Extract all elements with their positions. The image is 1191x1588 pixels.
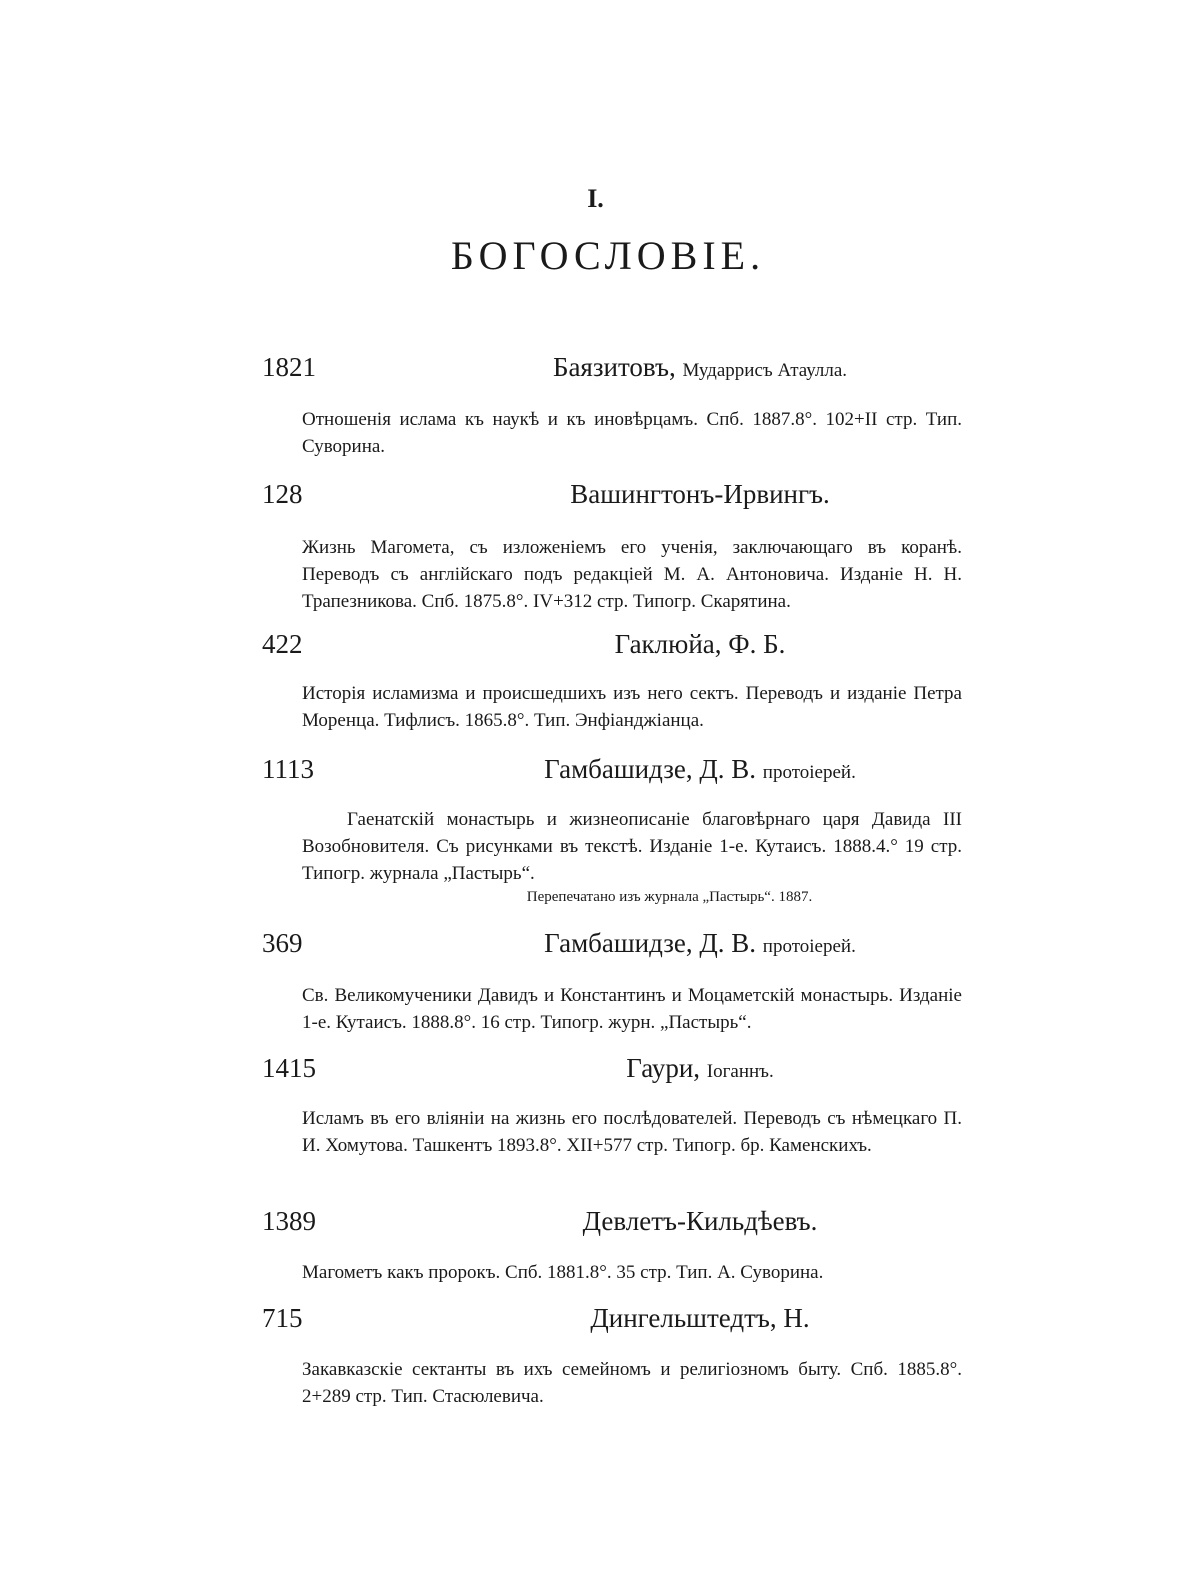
entry-number: 422: [262, 629, 303, 659]
entry-text-block: [302, 806, 962, 907]
author-name: Баязитовъ,: [552, 352, 676, 382]
entry-author: [300, 1303, 1100, 1333]
author-name: Гамбашидзе, Д. В.: [544, 928, 757, 958]
author-extra: протоіерей.: [762, 762, 856, 783]
entry-text: Магометъ какъ пророкъ. Спб. 1881.8°. 35 стр. Тип. А. Суворина.: [302, 1262, 824, 1283]
entry-text: Гаенатскій монастырь и жизнеописаніе благовѣрнаго царя Давида III Возобновителя. Съ рисунками въ текстѣ. Изданіе 1-е. Кутаисъ. 1888.4.° 19 стр. Типогр. журнала „Пастырь“.: [302, 809, 962, 884]
author-name: Гаури,: [626, 1053, 701, 1083]
entry-author: [300, 1053, 1100, 1087]
author-name: Гаклюйа, Ф. Б.: [614, 629, 786, 659]
section-number: I.: [587, 184, 604, 213]
entry-text: Жизнь Магомета, съ изложеніемъ его ученія, заключающаго въ коранѣ. Переводъ съ англійскаго подъ редакціей М. А. Антоновича. Изданіе Н. Н. Трапезникова. Спб. 1875.8°. IV+312 стр. Типогр. Скарятина.: [302, 537, 962, 612]
section-title: БОГОСЛОВІЕ.: [450, 233, 766, 278]
entry-number: 1113: [262, 754, 314, 784]
entry-number: 128: [262, 479, 303, 509]
entry-text: Исламъ въ его вліяніи на жизнь его послѣдователей. Переводъ съ нѣмецкаго П. И. Хомутова. Ташкентъ 1893.8°. XII+577 стр. Типогр. бр. Каменскихъ.: [302, 1108, 962, 1156]
entry-text: Закавказскіе сектанты въ ихъ семейномъ и религіозномъ быту. Спб. 1885.8°. 2+289 стр. Тип. Стасюлевича.: [302, 1359, 962, 1407]
author-name: Дингельштедтъ, Н.: [590, 1303, 810, 1333]
entry-number: 1415: [262, 1053, 316, 1083]
author-name: Девлетъ-Кильдѣевъ.: [582, 1206, 818, 1236]
author-name: Вашингтонъ-Ирвингъ.: [570, 479, 830, 509]
author-extra: Іоганнъ.: [706, 1061, 774, 1082]
author-extra: протоіерей.: [762, 936, 856, 957]
entry-number: 715: [262, 1303, 303, 1333]
entry-author: [300, 352, 1100, 386]
entry-text: Исторія исламизма и происшедшихъ изъ него сектъ. Переводъ и изданіе Петра Моренца. Тифлисъ. 1865.8°. Тип. Энфіанджіанца.: [302, 683, 962, 731]
entry-note: Перепечатано изъ журнала „Пастырь“. 1887.: [526, 889, 813, 905]
entry-author: [300, 629, 1100, 659]
author-name: Гамбашидзе, Д. В.: [544, 754, 757, 784]
entry-number: 1389: [262, 1206, 316, 1236]
entry-author: [300, 1206, 1100, 1236]
entry-text: Св. Великомученики Давидъ и Константинъ и Моцаметскій монастырь. Изданіе 1-е. Кутаисъ. 1888.8°. 16 стр. Типогр. журн. „Пастырь“.: [302, 985, 962, 1033]
entry-number: 1821: [262, 352, 316, 382]
author-extra: Мударрисъ Атаулла.: [682, 360, 848, 381]
entry-author: [300, 479, 1100, 509]
entry-author: [300, 754, 1100, 788]
entry-author: [300, 928, 1100, 962]
entry-text: Отношенія ислама къ наукѣ и къ иновѣрцамъ. Спб. 1887.8°. 102+II стр. Тип. Суворина.: [302, 409, 962, 457]
entry-number: 369: [262, 928, 303, 958]
